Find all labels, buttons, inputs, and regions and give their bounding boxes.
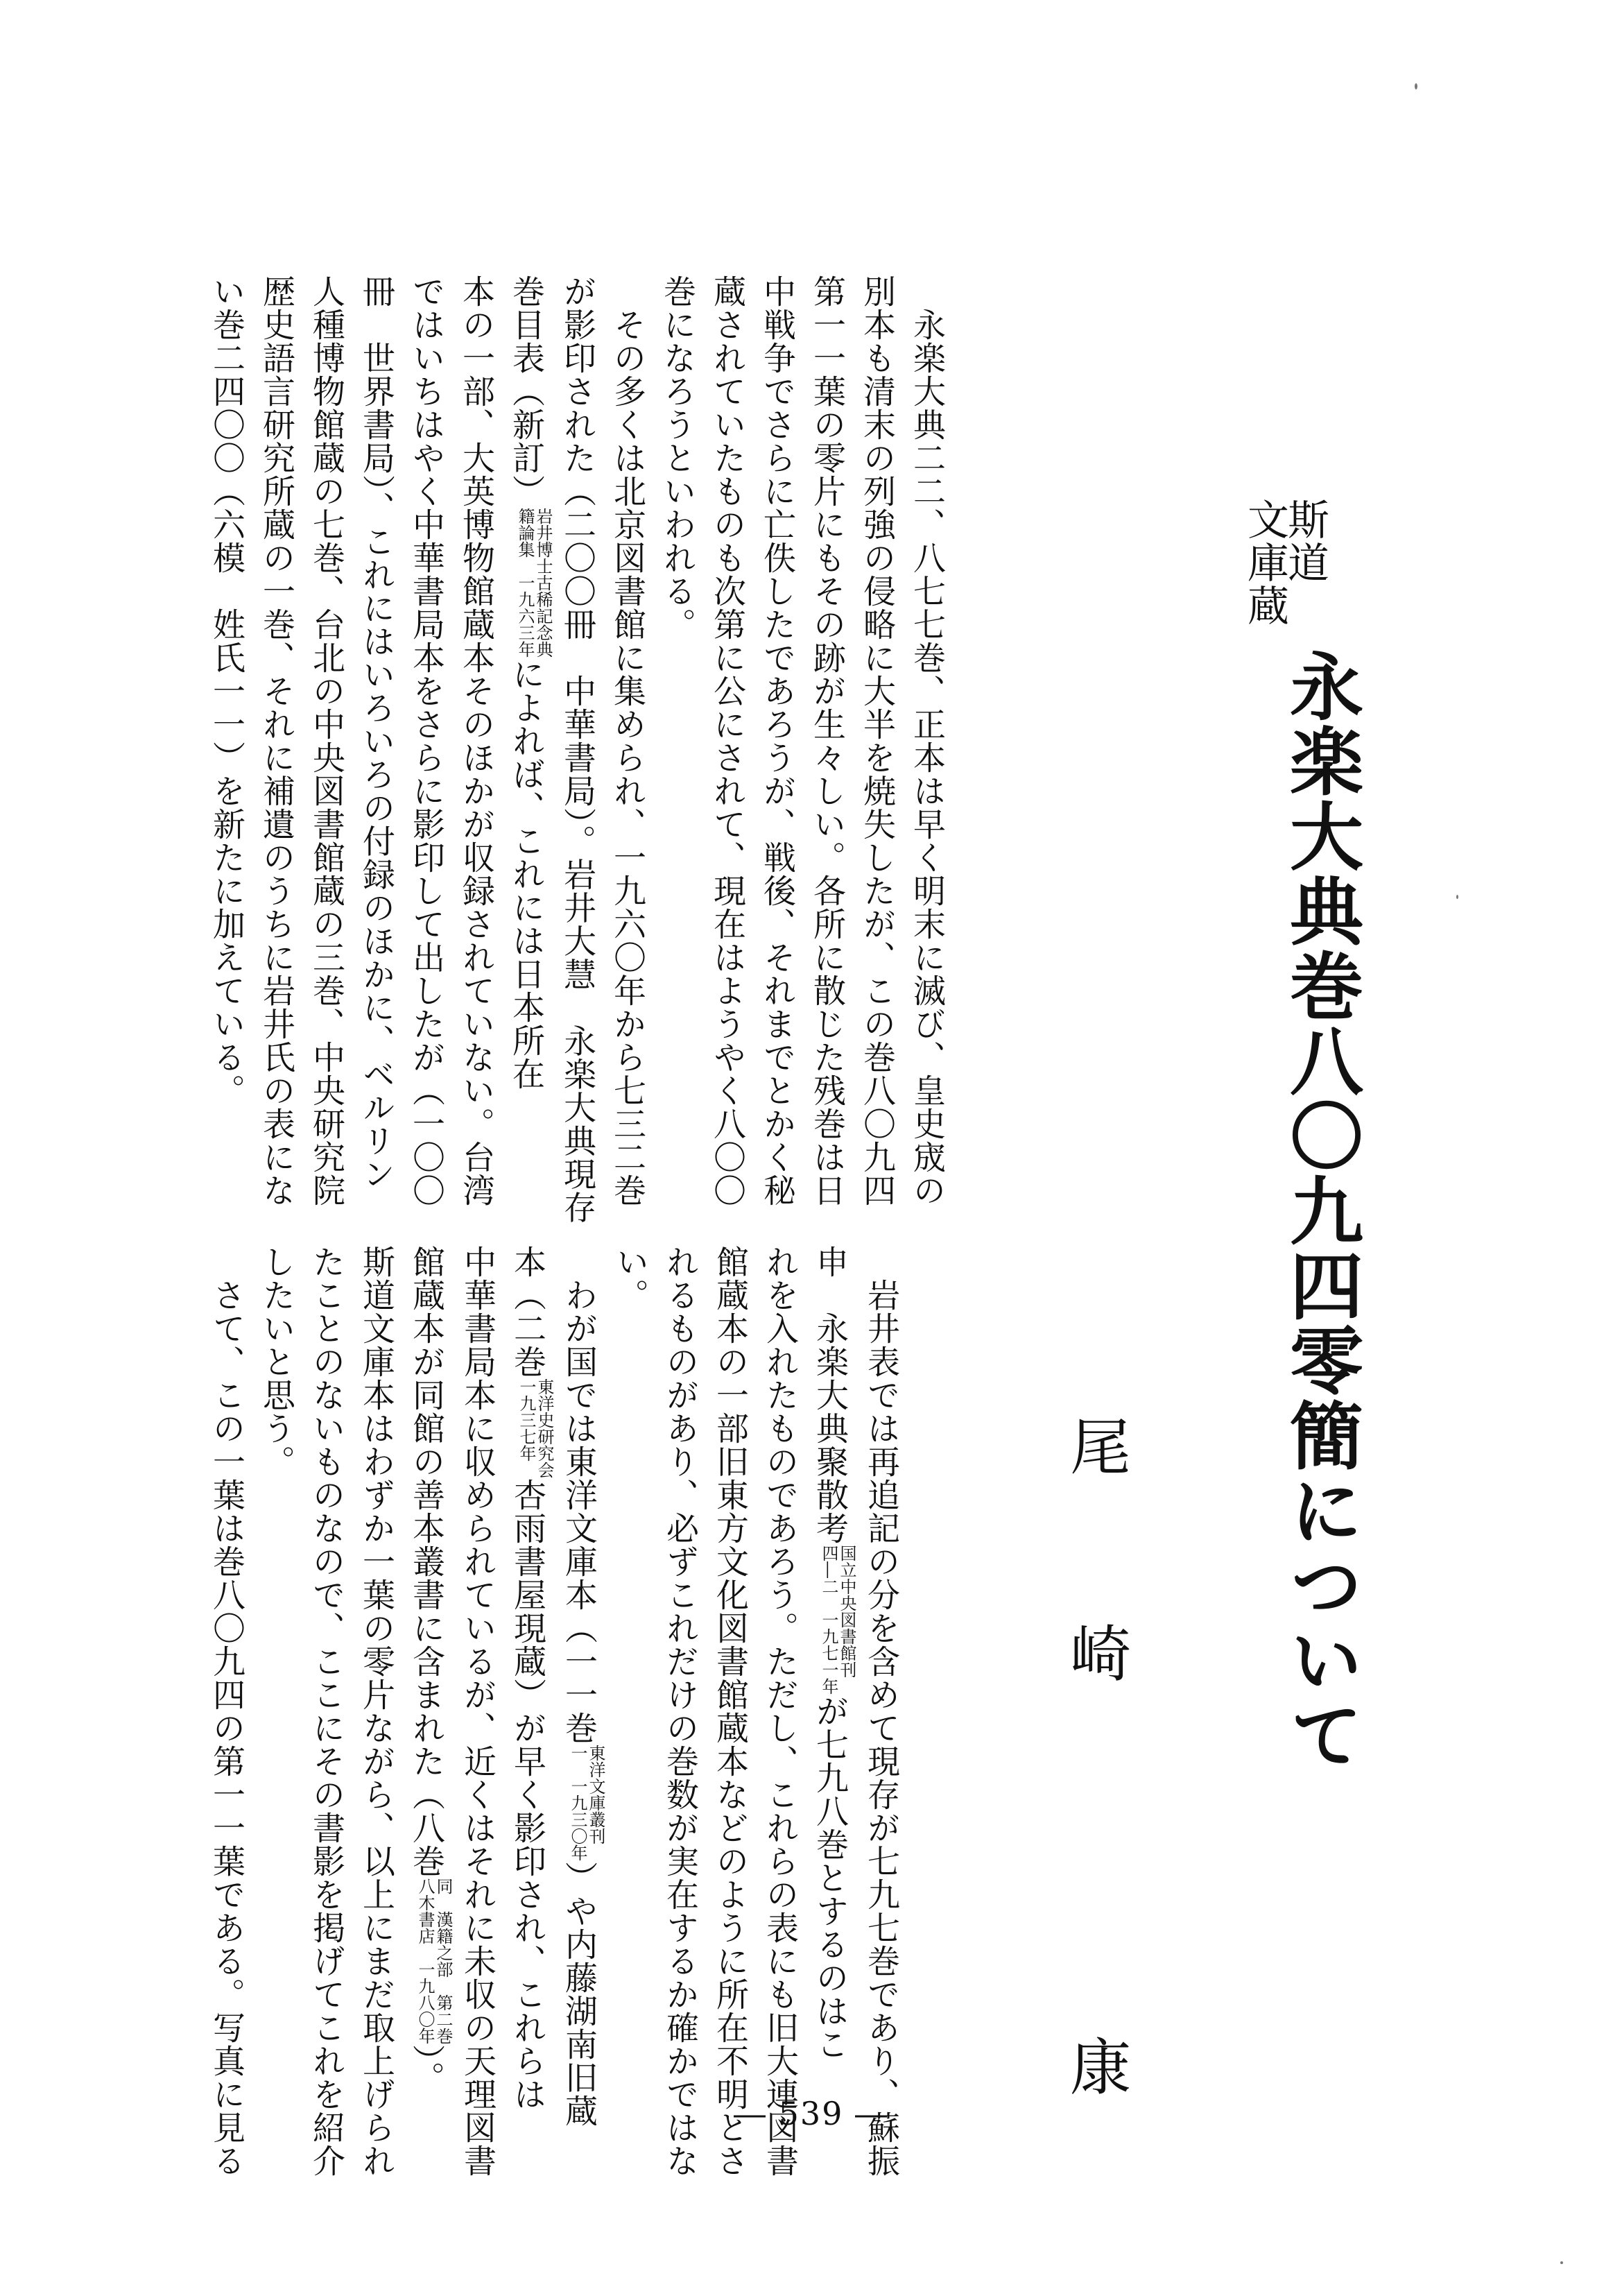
text-line: 斯道文庫本はわずか一葉の零片ながら、以上にまだ取上げられ [357,1245,395,2177]
paragraph-1 [652,275,951,1207]
text-line: 別本も清末の列強の侵略に大半を焼失したが、この巻八〇九四 [858,275,896,1207]
interlinear-note [516,508,552,658]
text-fragment: わが国では東洋文庫本（一一巻 [560,1245,598,1745]
paragraph-5 [201,1245,251,2177]
text-line: 本の一部、大英博物館蔵本そのほかが収録されていない。台湾 [457,275,495,1207]
text-fragment: 杏雨書屋現蔵）が早く影印され、これらは [508,1478,546,2111]
text-line: 蔵されていたものも次第に公にされて、現在はようやく八〇〇 [708,275,746,1207]
text-line-with-note [501,275,552,1142]
text-line: れるものがあり、必ずこれだけの巻数が実在するか確かではな [661,1245,699,2177]
text-fragment: 館蔵本が同館の善本叢書に含まれた（八巻 [407,1245,445,1878]
text-line: その多くは北京図書館に集められ、一九六〇年から七三二巻 [608,275,646,1207]
collection-label-line-2: 文庫蔵 [1241,498,1289,627]
page-number: ― 539 ― [733,2095,889,2132]
text-line: 中戦争でさらに亡佚したであろうが、戦後、それまでとかく秘 [758,275,796,1207]
text-line: 岩井表では再追記の分を含めて現存が七九七巻であり、蘇振 [862,1245,900,2177]
text-line: ではいちはやく中華書局本をさらに影印して出したが（一〇〇 [407,275,445,1207]
text-line: 第一一葉の零片にもその跡が生々しい。各所に散じた残巻は日 [808,275,846,1207]
text-line: 人種博物館蔵の七巻、台北の中央図書館蔵の三巻、中央研究院 [307,275,345,1207]
text-line: が影印された（二〇〇冊 中華書局）。岩井大慧 永楽大典現存 [558,275,596,1224]
text-line-with-note [502,1245,554,2111]
text-line-with-note [401,1245,453,2095]
text-line: い。 [611,1245,649,1312]
text-fragment: によれば、これには日本所在 [507,658,545,1090]
text-line: 中華書局本に収められているが、近くはそれに未収の天理図書 [458,1245,497,2177]
note-line: 東洋文庫叢刊 [586,1745,605,1844]
text-fragment: 本（二巻 [508,1245,546,1378]
text-line-with-note [804,1245,856,2091]
text-fragment: ）。 [407,2044,445,2095]
text-line: したいと思う。 [257,1245,295,1478]
interlinear-note [820,1545,856,1695]
text-line: 冊 世界書局）、これにはいろいろの付録のほかに、ベルリン [357,275,395,1191]
text-line: 歴史語言研究所蔵の一巻、それに補遺のうちに岩井氏の表にな [257,275,295,1207]
text-fragment: ）や内藤湖南旧蔵 [560,1861,598,2127]
interlinear-note [416,1878,452,2044]
text-fragment: 申 永楽大典聚散考 [811,1245,849,1545]
interlinear-note [569,1745,605,1861]
article-title: 永楽大典巻八〇九四零簡について [1278,649,1365,1772]
text-line-with-note [553,1245,605,2127]
scan-speck [1560,2261,1563,2264]
author-name: 尾崎 康 [1060,1415,1132,2242]
note-line: 八木書店 一九八〇年 [415,1878,435,2044]
text-line: たことのないものなので、ここにその書影を掲げてこれを紹介 [307,1245,345,2177]
interlinear-note [517,1378,553,1478]
upper-body-text [201,275,951,1224]
text-fragment: が七九八巻とするのはこ [811,1695,849,2061]
text-line: れを入れたものであろう。ただし、これらの表にも旧大連図書 [761,1245,799,2177]
text-line: さて、この一葉は巻八〇九四の第一一葉である。写真に見る [207,1245,245,2177]
text-line: 館蔵本の一部旧東方文化図書館蔵本などのように所在不明とさ [711,1245,749,2177]
note-line: 東洋史研究会 [535,1378,554,1478]
text-line: 永楽大典二二、八七七巻、正本は早く明末に滅び、皇史宬の [908,275,946,1207]
text-line: い巻二四〇〇（六模 姓氏一一）を新たに加えている。 [207,275,245,1107]
text-fragment: 巻目表（新訂） [507,275,545,508]
note-line: 一九三七年 [517,1378,536,1462]
note-line: 岩井博士古稀記念典 [533,508,553,658]
scan-speck [1456,895,1458,899]
note-line: 一 一九三〇年 [568,1745,587,1861]
note-line: 同 漢籍之部 第二巻 [433,1878,453,2044]
note-line: 国立中央図書館刊 [837,1545,856,1678]
note-line: 四―二 一九七一年 [819,1545,838,1695]
scan-speck [1415,83,1417,89]
paragraph-4 [251,1245,605,2177]
collection-label [1241,498,1329,627]
text-line: 巻になろうといわれる。 [658,275,696,641]
note-line: 籍論集 一九六三年 [515,508,535,658]
collection-label-line-1: 斯道 [1281,498,1329,584]
paragraph-2 [201,275,652,1224]
